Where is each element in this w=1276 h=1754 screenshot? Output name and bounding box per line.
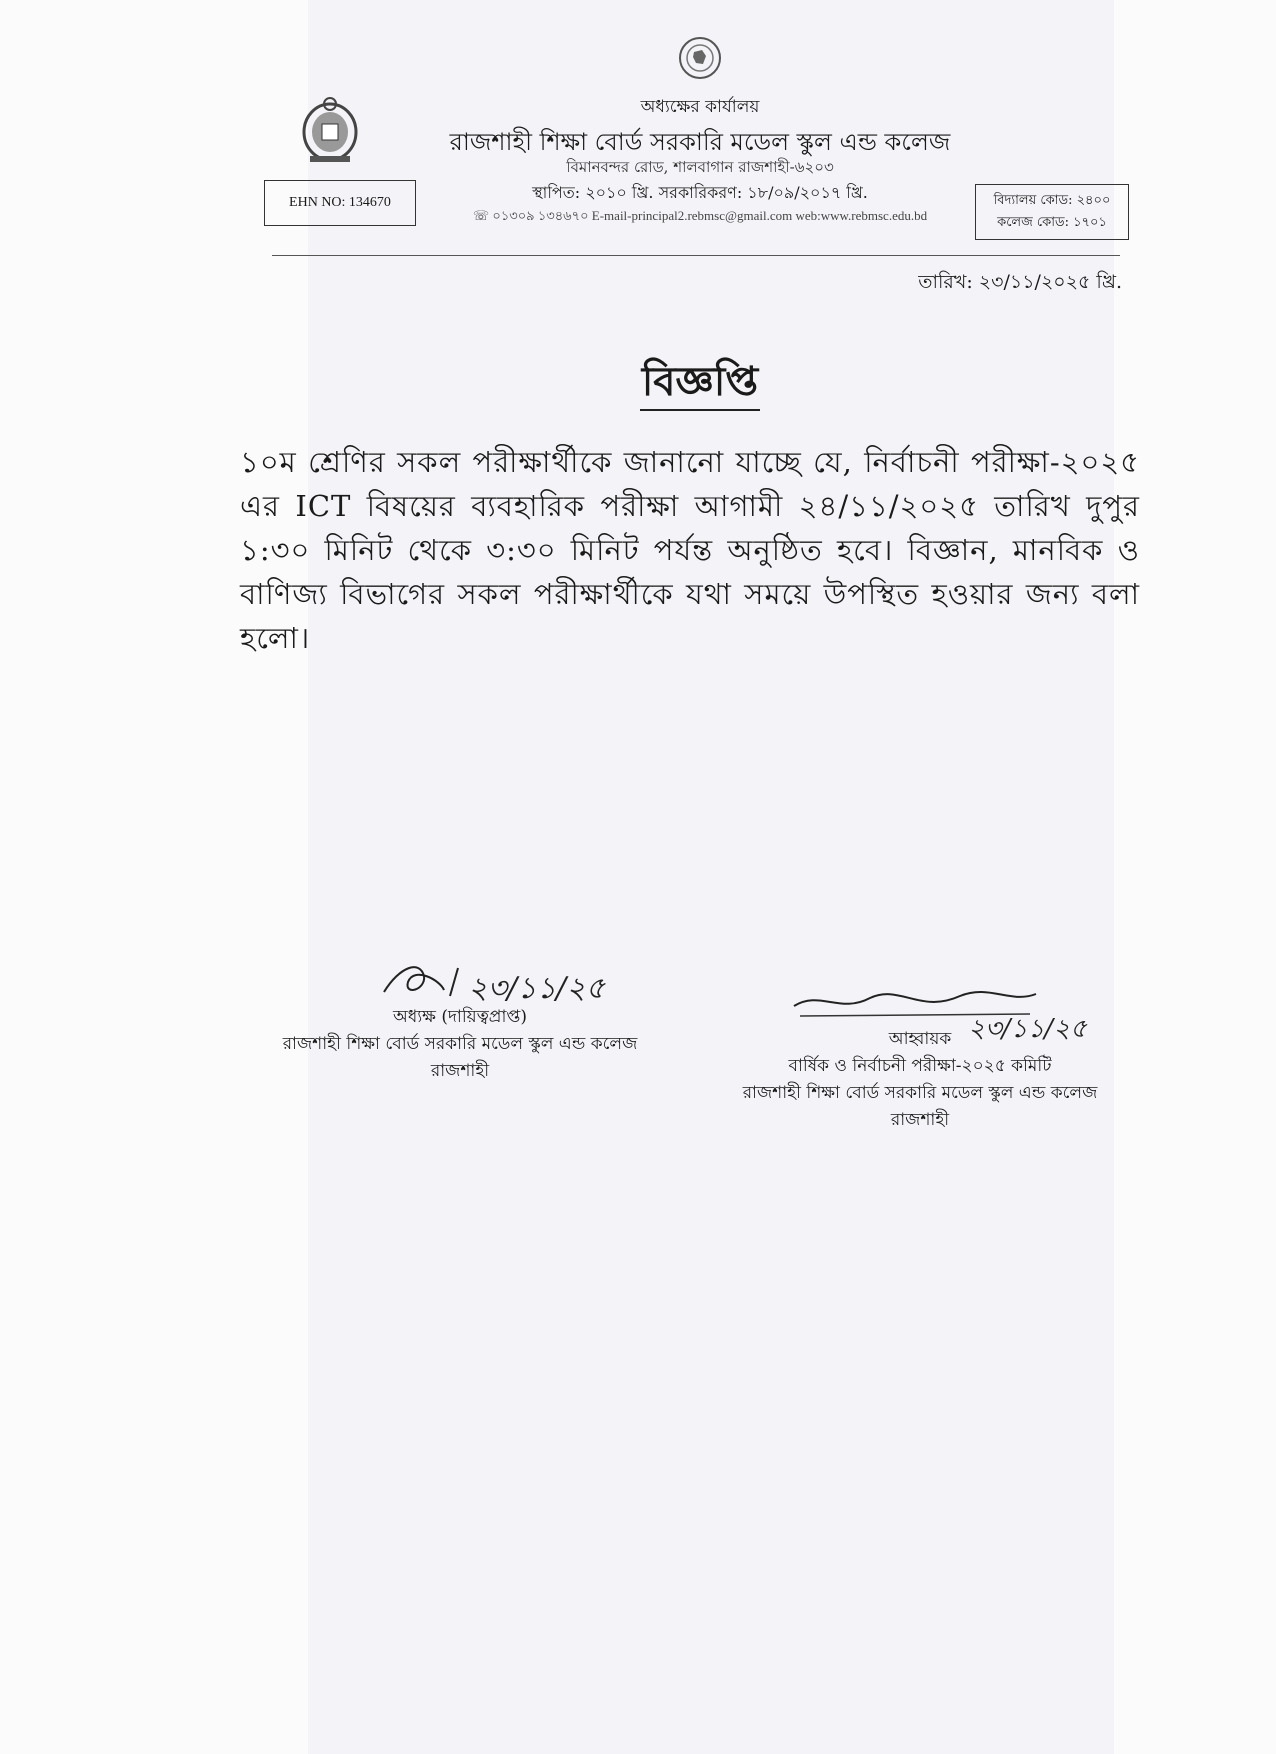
principal-signature-date: ২৩/১১/২৫ (468, 971, 606, 1006)
header-divider (272, 255, 1120, 256)
convener-institution: রাজশাহী শিক্ষা বোর্ড সরকারি মডেল স্কুল এন্ড কলেজ (742, 1083, 1098, 1103)
institution-code-box (975, 184, 1129, 240)
principal-city: রাজশাহী (430, 1061, 490, 1081)
ehn-number-box: EHN NO: 134670 (264, 180, 416, 226)
principal-institution: রাজশাহী শিক্ষা বোর্ড সরকারি মডেল স্কুল এন্ড কলেজ (282, 1034, 638, 1054)
convener-signature-block (700, 1026, 1140, 1134)
established-info: স্থাপিত: ২০১০ খ্রি. সরকারিকরণ: ১৮/০৯/২০১৭ খ্রি. (532, 183, 868, 202)
school-name: রাজশাহী শিক্ষা বোর্ড সরকারি মডেল স্কুল এন্ড কলেজ (449, 128, 951, 156)
school-logo-icon (296, 94, 364, 166)
notice-title (520, 350, 880, 417)
notice-date: তারিখ: ২৩/১১/২০২৫ খ্রি. (918, 271, 1122, 293)
college-code: কলেজ কোড: ১৭০১ (997, 215, 1107, 230)
convener-committee: বার্ষিক ও নির্বাচনী পরীক্ষা-২০২৫ কমিটি (788, 1056, 1052, 1076)
principal-role: অধ্যক্ষ (দায়িত্বপ্রাপ্ত) (392, 1007, 528, 1027)
contact-info: ☏ ০১৩০৯ ১৩৪৬৭০ E-mail-principal2.rebmsc@gmail.com web:www.rebmsc.edu.bd (472, 208, 928, 223)
notice-body: ১০ম শ্রেণির সকল পরীক্ষার্থীকে জানানো যাচ্ছে যে, নির্বাচনী পরীক্ষা-২০২৫ এর ICT বিষয়ের ব্যবহারিক পরীক্ষা আগামী ২৪/১১/২০২৫ তারিখ দুপুর ১:৩০ মিনিট থেকে ৩:৩০ মিনিট পর্যন্ত অনুষ্ঠিত হবে। বিজ্ঞান, মানবিক ও বাণিজ্য বিভাগের সকল পরীক্ষার্থীকে যথা সময়ে উপস্থিত হওয়ার জন্য বলা হলো। (240, 445, 1140, 655)
school-code: বিদ্যালয় কোড: ২৪০০ (993, 193, 1111, 208)
principal-signature-block (230, 1004, 690, 1085)
school-address: বিমানবন্দর রোড, শালবাগান রাজশাহী-৬২০৩ (566, 158, 834, 176)
government-seal-icon (678, 36, 722, 80)
convener-role: আহ্বায়ক (888, 1029, 952, 1049)
paper-background (308, 0, 1114, 1754)
office-title: অধ্যক্ষের কার্যালয় (640, 97, 760, 117)
notice-title-text: বিজ্ঞপ্তি (640, 358, 760, 411)
convener-signature-date: ২৩/১১/২৫ (968, 1014, 1087, 1044)
convener-city: রাজশাহী (890, 1110, 950, 1130)
